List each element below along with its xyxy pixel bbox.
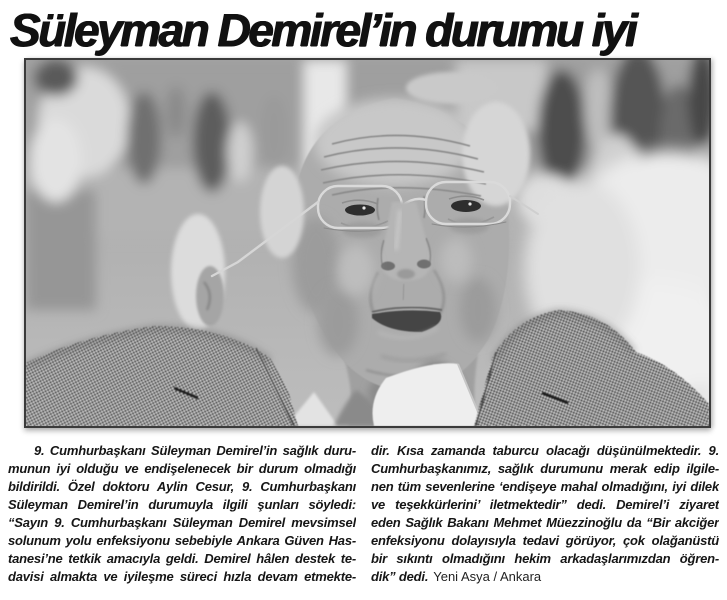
- text-line: [371, 568, 719, 586]
- text-line: solunum yolu enfeksiyonu sebebiyle Ankara Güven Has-: [8, 533, 356, 548]
- article-column-left: [8, 442, 356, 586]
- headline: Süleyman Demirel’in durumu iyi: [10, 4, 636, 56]
- demirel-photo: [26, 60, 709, 426]
- column-right-lines: [371, 442, 719, 568]
- text-line: 9. Cumhurbaşkanı Süleyman Demirel’in sağlık duru-: [34, 443, 356, 458]
- text-line: eden Sağlık Bakanı Mehmet Müezzinoğlu da “Bir akciğer: [371, 515, 719, 530]
- text-line: ve teşekkürlerini’ iletmektedir” dedi. Demirel’i ziyaret: [371, 497, 719, 512]
- text-line: bir sıkıntı olmadığını hekim arkadaşlarımızdan öğren-: [371, 551, 719, 566]
- byline: Yeni Asya / Ankara: [433, 569, 542, 584]
- text-line: nen tüm sevenlerine ‘endişeye mahal olmadığını, iyi dilek: [371, 479, 719, 494]
- text-line: bildirildi. Özel doktoru Aylin Cesur, 9. Cumhurbaşkanı: [8, 479, 356, 494]
- photo-frame: [24, 58, 711, 428]
- text-line: dir. Kısa zamanda taburcu olacağı düşünülmektedir. 9.: [371, 443, 719, 458]
- text-line: Süleyman Demirel’in durumuyla ilgili şunları söyledi:: [8, 497, 356, 512]
- text-line: tanesi’ne tetkik amacıyla geldi. Demirel hâlen destek te-: [8, 551, 356, 566]
- text-line: Cumhurbaşkanımız, sağlık durumunu merak edip ilgile-: [371, 461, 719, 476]
- text-line: munun iyi olduğu ve endişelenecek bir durum olmadığı: [8, 461, 356, 476]
- text-line: enfeksiyonu dolayısıyla tedavi görüyor, çok olağanüstü: [371, 533, 719, 548]
- ear: [196, 266, 224, 326]
- article-column-right: [371, 442, 719, 586]
- article-last-fragment: dik” dedi.: [371, 569, 429, 584]
- article-body: [8, 442, 719, 586]
- text-line: “Sayın 9. Cumhurbaşkanı Süleyman Demirel mevsimsel: [8, 515, 356, 530]
- text-line: davisi almakta ve iyileşme süreci hızla devam etmekte-: [8, 569, 356, 584]
